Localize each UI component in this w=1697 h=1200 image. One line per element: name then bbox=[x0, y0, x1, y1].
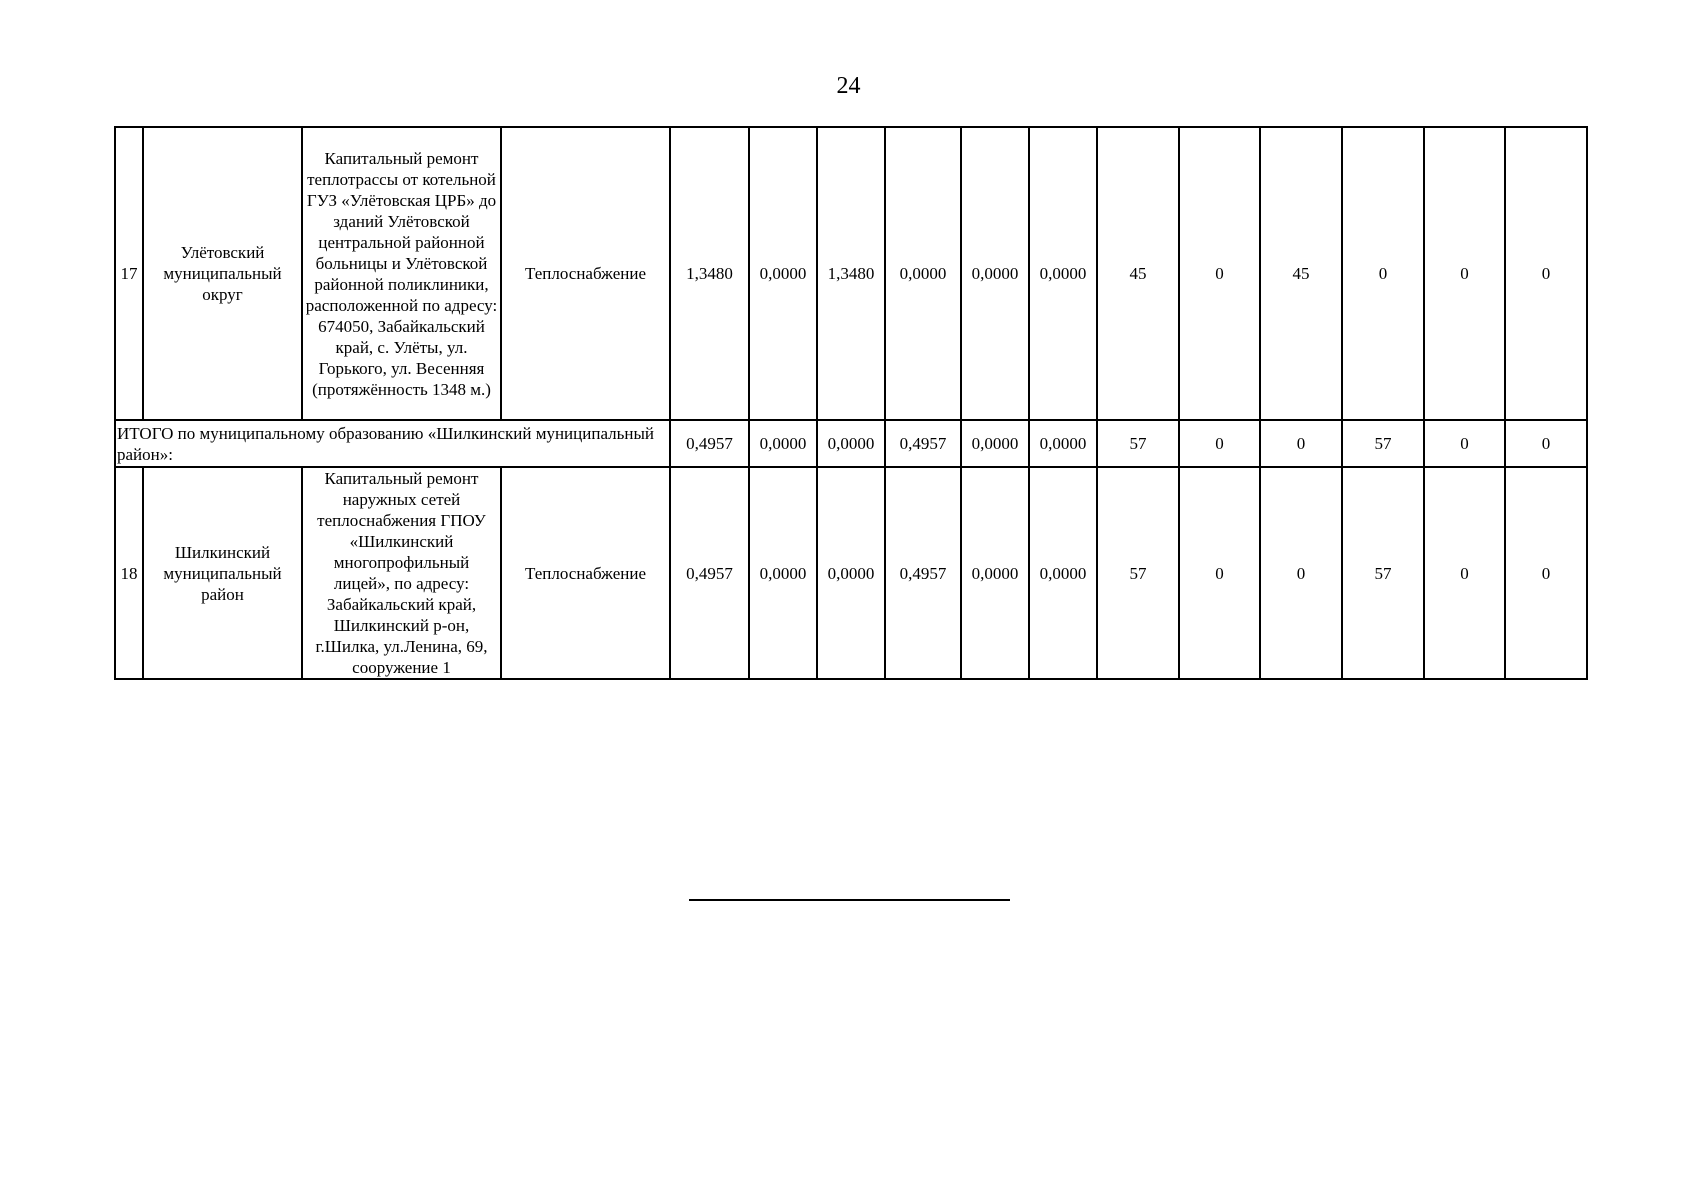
value-cell: 0 bbox=[1342, 127, 1424, 420]
value-cell: 0,0000 bbox=[817, 420, 885, 467]
value-cell: 45 bbox=[1097, 127, 1179, 420]
value-cell: 0 bbox=[1424, 467, 1505, 679]
total-label: ИТОГО по муниципальному образованию «Шилкинский муниципальный район»: bbox=[115, 420, 670, 467]
value-cell: 0,0000 bbox=[961, 420, 1029, 467]
value-cell: 0 bbox=[1424, 420, 1505, 467]
value-cell: 1,3480 bbox=[817, 127, 885, 420]
category-cell: Теплоснабжение bbox=[501, 127, 670, 420]
page-number: 24 bbox=[836, 73, 861, 99]
value-cell: 0 bbox=[1505, 127, 1587, 420]
row-number: 18 bbox=[115, 467, 143, 679]
value-cell: 0 bbox=[1179, 467, 1260, 679]
value-cell: 0,0000 bbox=[961, 127, 1029, 420]
description-cell: Капитальный ремонт наружных сетей теплоснабжения ГПОУ «Шилкинский многопрофильный лицей», по адресу: Забайкальский край, Шилкинский р-он, г.Шилка, ул.Ленина, 69, сооружение 1 bbox=[302, 467, 501, 679]
value-cell: 57 bbox=[1097, 420, 1179, 467]
value-cell: 0 bbox=[1424, 127, 1505, 420]
value-cell: 45 bbox=[1260, 127, 1342, 420]
municipality-cell: Улётовский муниципальный округ bbox=[143, 127, 302, 420]
row-number: 17 bbox=[115, 127, 143, 420]
value-cell: 0 bbox=[1505, 420, 1587, 467]
value-cell: 0 bbox=[1505, 467, 1587, 679]
total-row bbox=[115, 420, 1587, 467]
value-cell: 0,0000 bbox=[749, 127, 817, 420]
category-cell: Теплоснабжение bbox=[501, 467, 670, 679]
closing-line bbox=[689, 899, 1010, 901]
description-cell: Капитальный ремонт теплотрассы от котельной ГУЗ «Улётовская ЦРБ» до зданий Улётовской центральной районной больницы и Улётовской районной поликлиники, расположенной по адресу: 674050, Забайкальский край, с. Улёты, ул. Горького, ул. Весенняя (протяжённость 1348 м.) bbox=[302, 127, 501, 420]
table-row bbox=[115, 127, 1587, 420]
value-cell: 0,0000 bbox=[749, 420, 817, 467]
value-cell: 57 bbox=[1342, 467, 1424, 679]
value-cell: 0,0000 bbox=[1029, 420, 1097, 467]
value-cell: 0,0000 bbox=[817, 467, 885, 679]
municipality-cell: Шилкинский муниципальный район bbox=[143, 467, 302, 679]
funding-table bbox=[114, 126, 1588, 680]
value-cell: 57 bbox=[1342, 420, 1424, 467]
value-cell: 0,0000 bbox=[1029, 467, 1097, 679]
value-cell: 57 bbox=[1097, 467, 1179, 679]
value-cell: 0,4957 bbox=[885, 467, 961, 679]
value-cell: 1,3480 bbox=[670, 127, 749, 420]
value-cell: 0,0000 bbox=[885, 127, 961, 420]
value-cell: 0,0000 bbox=[749, 467, 817, 679]
value-cell: 0 bbox=[1179, 127, 1260, 420]
value-cell: 0 bbox=[1260, 467, 1342, 679]
value-cell: 0,0000 bbox=[961, 467, 1029, 679]
value-cell: 0,4957 bbox=[885, 420, 961, 467]
value-cell: 0,4957 bbox=[670, 420, 749, 467]
value-cell: 0,4957 bbox=[670, 467, 749, 679]
value-cell: 0 bbox=[1179, 420, 1260, 467]
value-cell: 0,0000 bbox=[1029, 127, 1097, 420]
table-row bbox=[115, 467, 1587, 679]
value-cell: 0 bbox=[1260, 420, 1342, 467]
